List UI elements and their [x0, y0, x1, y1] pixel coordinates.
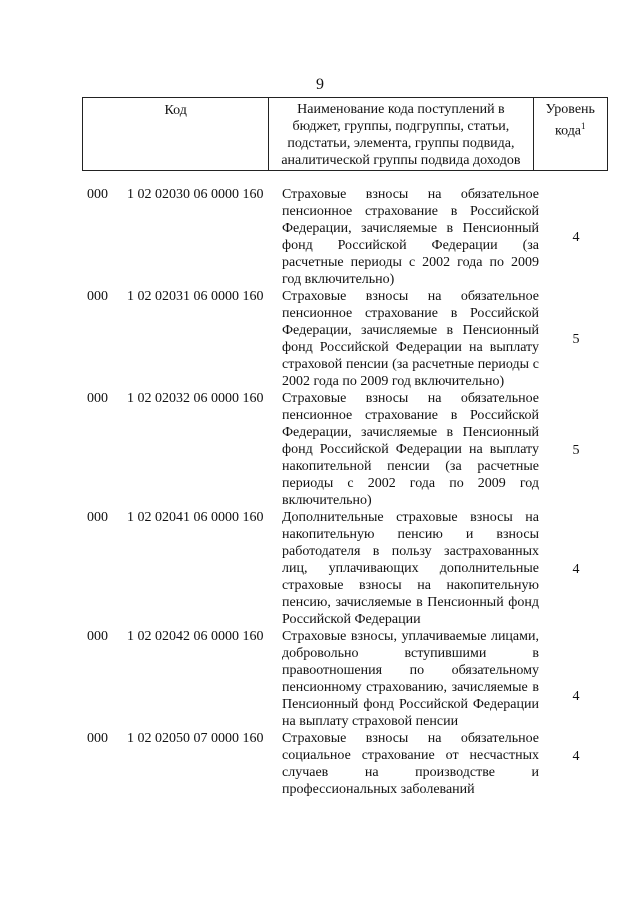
row-prefix: 000: [87, 391, 108, 406]
revenue-code-list: [0, 186, 640, 798]
row-prefix: 000: [87, 187, 108, 202]
page-number: 9: [316, 76, 324, 93]
row-name: Страховые взносы на обязательное пенсионное страхование в Российской Федерации, зачисляемые в Пенсионный фонд Российской Федерации на выплату накопительной пенсии (за расчетные периоды с 2002 года по 2009 год включительно): [282, 391, 539, 508]
row-level: 4: [572, 562, 580, 577]
header-code: Код: [83, 98, 269, 171]
header-level-label: Уровень кода: [545, 102, 595, 139]
row-code: 1 02 02031 06 0000 160: [127, 289, 264, 304]
table-header: [82, 97, 608, 171]
row-level: 4: [572, 749, 580, 764]
row-level: 4: [572, 230, 580, 245]
row-level: 5: [572, 443, 580, 458]
row-name: Дополнительные страховые взносы на накопительную пенсию и взносы работодателя в пользу застрахованных лиц, уплачивающих дополнительные страховые взносы на накопительную пенсию, зачисляемые в Пенсионный фонд Российской Федерации: [282, 510, 539, 627]
row-prefix: 000: [87, 510, 108, 525]
row-prefix: 000: [87, 731, 108, 746]
row-name: Страховые взносы, уплачиваемые лицами, добровольно вступившими в правоотношения по обязательному пенсионному страхованию, зачисляемые в Пенсионный фонд Российской Федерации на выплату страховой пенсии: [282, 629, 539, 729]
row-level: 5: [572, 332, 580, 347]
row-prefix: 000: [87, 629, 108, 644]
header-name: Наименование кода поступлений в бюджет, группы, подгруппы, статьи, подстатьи, элемента, группы подвида, аналитической группы подвида доходов: [269, 98, 533, 171]
table-row: [0, 390, 640, 509]
row-code: 1 02 02041 06 0000 160: [127, 510, 264, 525]
header-level-footnote: 1: [581, 121, 586, 131]
row-name: Страховые взносы на обязательное пенсионное страхование в Российской Федерации, зачисляемые в Пенсионный фонд Российской Федерации (за расчетные периоды с 2002 года по 2009 год включительно): [282, 187, 539, 287]
row-code: 1 02 02042 06 0000 160: [127, 629, 264, 644]
table-row: [0, 628, 640, 730]
header-row: [83, 98, 608, 171]
row-code: 1 02 02050 07 0000 160: [127, 731, 264, 746]
table-row: [0, 288, 640, 390]
table-row: [0, 730, 640, 798]
row-code: 1 02 02030 06 0000 160: [127, 187, 264, 202]
row-prefix: 000: [87, 289, 108, 304]
table-row: [0, 509, 640, 628]
row-name: Страховые взносы на обязательное социальное страхование от несчастных случаев на производстве и профессиональных заболеваний: [282, 731, 539, 797]
row-name: Страховые взносы на обязательное пенсионное страхование в Российской Федерации, зачисляемые в Пенсионный фонд Российской Федерации на выплату страховой пенсии (за расчетные периоды с 2002 года по 2009 год включительно): [282, 289, 539, 389]
row-level: 4: [572, 689, 580, 704]
table-row: [0, 186, 640, 288]
row-code: 1 02 02032 06 0000 160: [127, 391, 264, 406]
header-level: [533, 98, 607, 171]
